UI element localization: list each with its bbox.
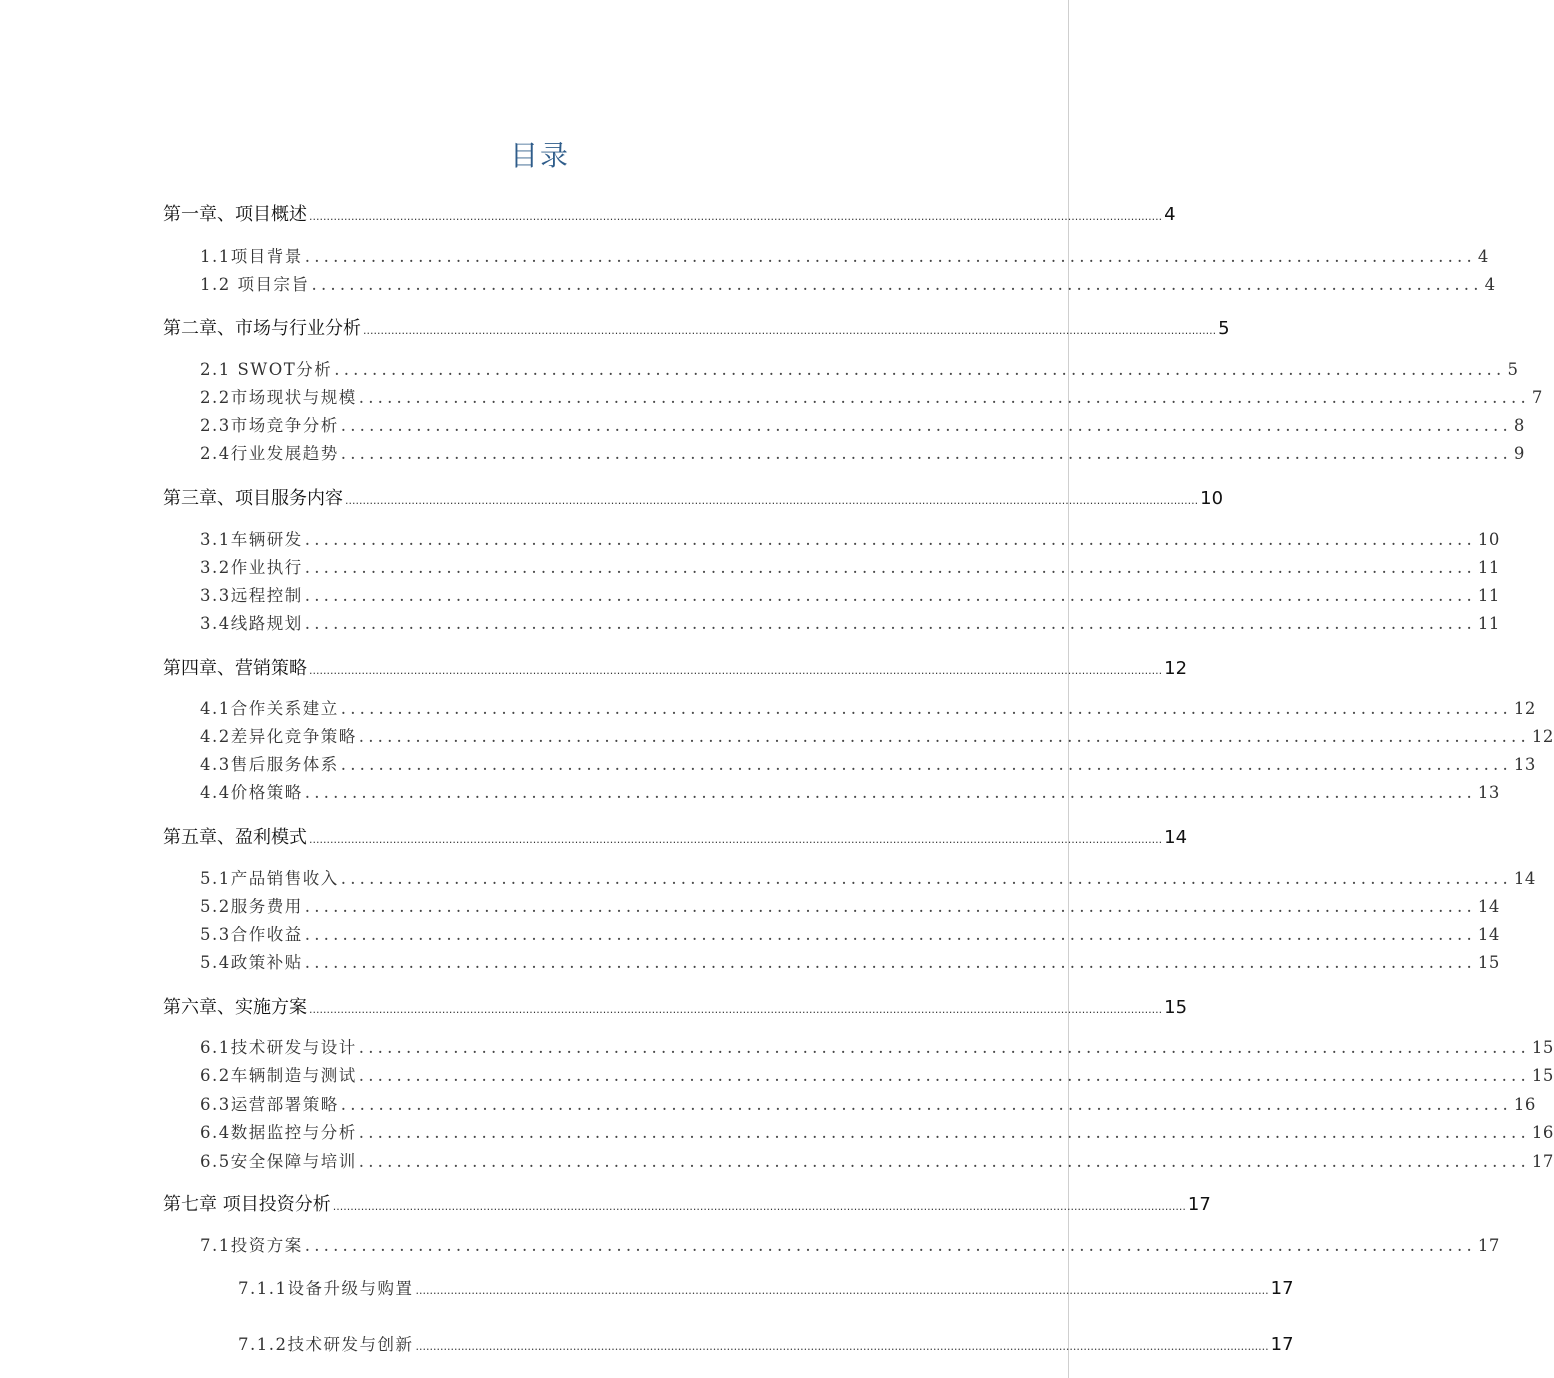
toc-entry-page-number: 14	[1164, 827, 1188, 848]
toc-entry-label: 4.1合作关系建立	[200, 699, 339, 718]
dot-leader: ....................................................................................................................................................................................................................................................	[345, 494, 1199, 507]
toc-entry-label: 第二章、市场与行业分析	[163, 318, 361, 339]
toc-entry-page-number: 15	[1531, 1038, 1554, 1057]
dot-leader: ............................................................................................................................	[340, 755, 1512, 774]
toc-entry-section[interactable]	[200, 1062, 1554, 1086]
toc-entry-section[interactable]	[200, 412, 1525, 436]
toc-entry-label: 7.1.1设备升级与购置	[238, 1279, 414, 1298]
dot-leader: ............................................................................................................................	[340, 699, 1512, 718]
toc-entry-label: 3.4线路规划	[200, 614, 303, 633]
dot-leader: ............................................................................................................................	[358, 1152, 1530, 1171]
toc-entry-label: 5.4政策补贴	[200, 953, 303, 972]
toc-entry-label: 6.3运营部署策略	[200, 1095, 339, 1114]
dot-leader: ............................................................................................................................	[340, 416, 1512, 435]
dot-leader: ............................................................................................................................	[304, 614, 1476, 633]
toc-entry-label: 第一章、项目概述	[163, 204, 307, 225]
toc-entry-label: 5.3合作收益	[200, 925, 303, 944]
toc-entry-section[interactable]	[200, 554, 1500, 578]
toc-entry-page-number: 14	[1477, 925, 1500, 944]
toc-entry-section[interactable]	[200, 271, 1496, 295]
toc-entry-chapter[interactable]	[163, 654, 1188, 680]
toc-entry-label: 4.2差异化竞争策略	[200, 727, 357, 746]
toc-entry-label: 6.2车辆制造与测试	[200, 1066, 357, 1085]
toc-entry-page-number: 11	[1477, 614, 1500, 633]
dot-leader: ....................................................................................................................................................................................................................................................	[415, 1284, 1269, 1297]
toc-entry-section[interactable]	[200, 1232, 1500, 1256]
dot-leader: ............................................................................................................................	[304, 897, 1476, 916]
toc-entry-section[interactable]	[200, 949, 1500, 973]
dot-leader: ............................................................................................................................	[334, 360, 1506, 379]
toc-entry-section[interactable]	[200, 1119, 1554, 1143]
toc-entry-section[interactable]	[200, 921, 1500, 945]
toc-entry-page-number: 17	[1477, 1236, 1500, 1255]
dot-leader: ............................................................................................................................	[358, 1123, 1530, 1142]
toc-entry-subsection[interactable]	[238, 1331, 1294, 1355]
toc-entry-page-number: 17	[1270, 1278, 1294, 1299]
toc-entry-label: 4.3售后服务体系	[200, 755, 339, 774]
dot-leader: ............................................................................................................................	[358, 727, 1530, 746]
toc-entry-label: 5.2服务费用	[200, 897, 303, 916]
toc-entry-page-number: 5	[1218, 318, 1230, 339]
toc-entry-page-number: 15	[1531, 1066, 1554, 1085]
toc-entry-section[interactable]	[200, 582, 1500, 606]
toc-entry-label: 第三章、项目服务内容	[163, 488, 343, 509]
toc-entry-section[interactable]	[200, 751, 1536, 775]
toc-entry-label: 6.4数据监控与分析	[200, 1123, 357, 1142]
toc-title: 目录	[509, 139, 570, 172]
toc-entry-label: 3.3远程控制	[200, 586, 303, 605]
dot-leader: ............................................................................................................................	[304, 1236, 1476, 1255]
toc-entry-section[interactable]	[200, 1034, 1554, 1058]
dot-leader: ....................................................................................................................................................................................................................................................	[363, 324, 1217, 337]
toc-entry-label: 第四章、营销策略	[163, 658, 307, 679]
toc-entry-page-number: 5	[1507, 360, 1519, 379]
toc-entry-label: 1.1项目背景	[200, 247, 303, 266]
toc-entry-label: 第七章 项目投资分析	[163, 1194, 331, 1215]
toc-entry-label: 2.4行业发展趋势	[200, 444, 339, 463]
dot-leader: ............................................................................................................................	[304, 586, 1476, 605]
toc-entry-page-number: 4	[1164, 204, 1176, 225]
toc-entry-page-number: 14	[1513, 869, 1536, 888]
toc-entry-page-number: 13	[1513, 755, 1536, 774]
toc-entry-label: 第六章、实施方案	[163, 997, 307, 1018]
toc-entry-page-number: 4	[1477, 247, 1489, 266]
toc-entry-chapter[interactable]	[163, 1190, 1211, 1216]
toc-entry-page-number: 17	[1270, 1334, 1294, 1355]
dot-leader: ............................................................................................................................	[358, 1038, 1530, 1057]
toc-entry-label: 3.1车辆研发	[200, 530, 303, 549]
toc-entry-section[interactable]	[200, 723, 1554, 747]
dot-leader: ....................................................................................................................................................................................................................................................	[309, 1003, 1163, 1016]
toc-entry-label: 6.1技术研发与设计	[200, 1038, 357, 1057]
toc-entry-label: 4.4价格策略	[200, 783, 303, 802]
dot-leader: ............................................................................................................................	[304, 558, 1476, 577]
toc-entry-page-number: 10	[1200, 488, 1224, 509]
dot-leader: ....................................................................................................................................................................................................................................................	[309, 210, 1163, 223]
page-edge-divider	[1068, 0, 1069, 1378]
dot-leader: ............................................................................................................................	[304, 247, 1476, 266]
toc-entry-page-number: 12	[1164, 658, 1188, 679]
toc-entry-label: 2.3市场竞争分析	[200, 416, 339, 435]
toc-entry-chapter[interactable]	[163, 823, 1188, 849]
toc-entry-page-number: 15	[1477, 953, 1500, 972]
dot-leader: ............................................................................................................................	[311, 275, 1483, 294]
dot-leader: ....................................................................................................................................................................................................................................................	[332, 1200, 1186, 1213]
toc-entry-label: 7.1投资方案	[200, 1236, 303, 1255]
toc-entry-label: 2.2市场现状与规模	[200, 388, 357, 407]
toc-entry-chapter[interactable]	[163, 484, 1224, 510]
dot-leader: ............................................................................................................................	[340, 869, 1512, 888]
toc-entry-page-number: 16	[1531, 1123, 1554, 1142]
toc-entry-section[interactable]	[200, 865, 1536, 889]
toc-entry-label: 2.1 SWOT分析	[200, 360, 333, 379]
toc-entry-section[interactable]	[200, 695, 1536, 719]
toc-entry-page-number: 11	[1477, 558, 1500, 577]
toc-entry-page-number: 14	[1477, 897, 1500, 916]
toc-entry-label: 第五章、盈利模式	[163, 827, 307, 848]
toc-entry-section[interactable]	[200, 1091, 1536, 1115]
toc-entry-page-number: 16	[1513, 1095, 1536, 1114]
toc-entry-section[interactable]	[200, 779, 1500, 803]
dot-leader: ....................................................................................................................................................................................................................................................	[309, 833, 1163, 846]
toc-entry-chapter[interactable]	[163, 993, 1188, 1019]
toc-entry-page-number: 12	[1513, 699, 1536, 718]
toc-entry-page-number: 13	[1477, 783, 1500, 802]
toc-entry-section[interactable]	[200, 893, 1500, 917]
toc-entry-label: 6.5安全保障与培训	[200, 1152, 357, 1171]
toc-entry-label: 7.1.2技术研发与创新	[238, 1335, 414, 1354]
dot-leader: ....................................................................................................................................................................................................................................................	[415, 1340, 1269, 1353]
dot-leader: ............................................................................................................................	[340, 444, 1512, 463]
dot-leader: ............................................................................................................................	[358, 1066, 1530, 1085]
toc-entry-section[interactable]	[200, 440, 1525, 464]
toc-entry-page-number: 15	[1164, 997, 1188, 1018]
dot-leader: ............................................................................................................................	[340, 1095, 1512, 1114]
toc-entry-page-number: 17	[1187, 1194, 1211, 1215]
toc-entry-page-number: 10	[1477, 530, 1500, 549]
toc-entry-chapter[interactable]	[163, 314, 1230, 340]
toc-entry-label: 3.2作业执行	[200, 558, 303, 577]
dot-leader: ............................................................................................................................	[358, 388, 1530, 407]
dot-leader: ............................................................................................................................	[304, 925, 1476, 944]
toc-entry-page-number: 11	[1477, 586, 1500, 605]
dot-leader: ............................................................................................................................	[304, 530, 1476, 549]
toc-entry-section[interactable]	[200, 356, 1519, 380]
toc-entry-subsection[interactable]	[238, 1275, 1294, 1299]
toc-entry-page-number: 12	[1531, 727, 1554, 746]
toc-entry-page-number: 17	[1531, 1152, 1554, 1171]
toc-entry-section[interactable]	[200, 610, 1500, 634]
dot-leader: ............................................................................................................................	[304, 953, 1476, 972]
toc-entry-label: 1.2 项目宗旨	[200, 275, 310, 294]
dot-leader: ............................................................................................................................	[304, 783, 1476, 802]
toc-entry-section[interactable]	[200, 243, 1489, 267]
toc-entry-page-number: 4	[1484, 275, 1496, 294]
toc-entry-chapter[interactable]	[163, 200, 1176, 226]
dot-leader: ....................................................................................................................................................................................................................................................	[309, 664, 1163, 677]
toc-entry-section[interactable]	[200, 384, 1543, 408]
toc-entry-page-number: 7	[1531, 388, 1543, 407]
toc-entry-page-number: 8	[1513, 416, 1525, 435]
toc-entry-section[interactable]	[200, 526, 1500, 550]
toc-entry-label: 5.1产品销售收入	[200, 869, 339, 888]
toc-entry-page-number: 9	[1513, 444, 1525, 463]
toc-entry-section[interactable]	[200, 1148, 1554, 1172]
